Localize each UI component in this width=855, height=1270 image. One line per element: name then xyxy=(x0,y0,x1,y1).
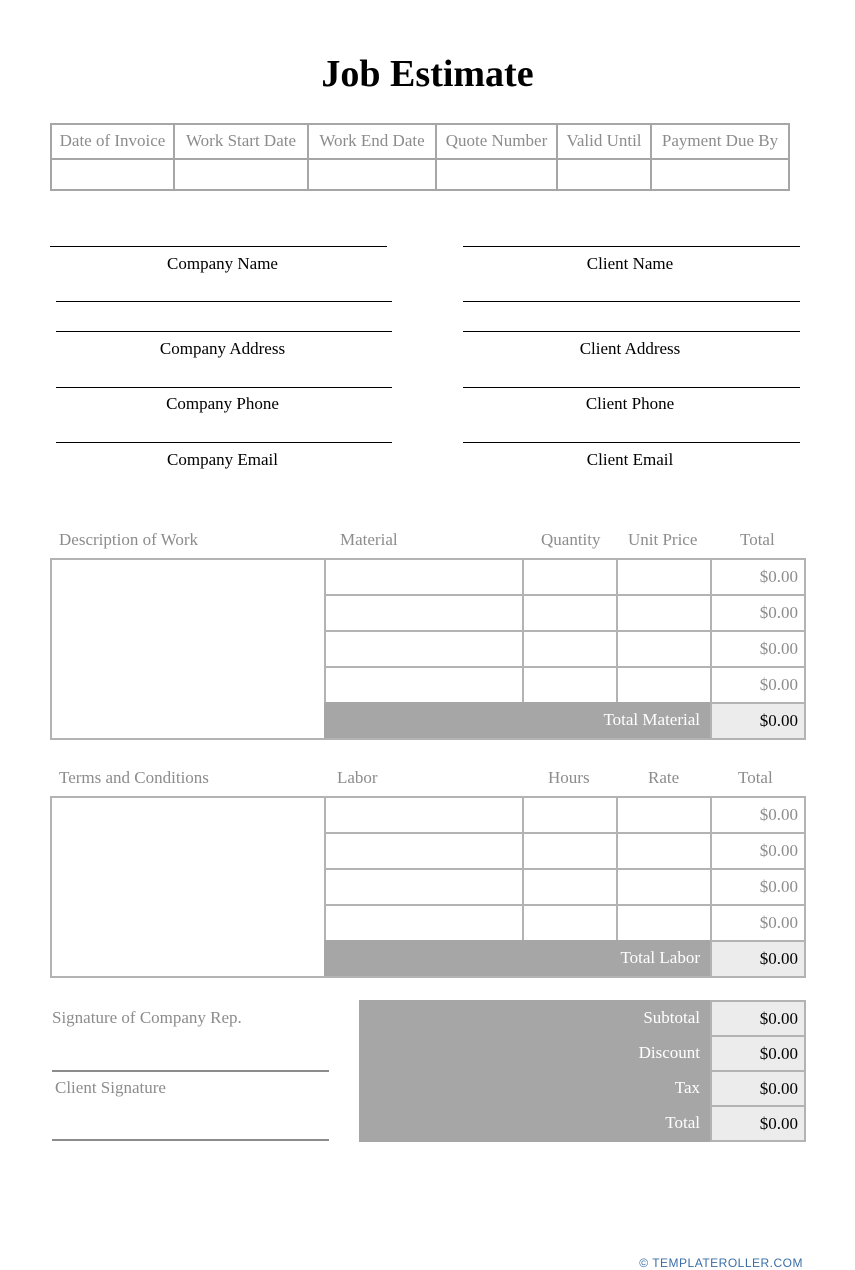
labor-input[interactable] xyxy=(324,868,524,906)
hours-input[interactable] xyxy=(522,904,618,942)
company-phone-line[interactable] xyxy=(56,387,392,388)
header-work-end-date: Work End Date xyxy=(309,125,437,158)
grand-total-label: Total xyxy=(665,1113,700,1132)
company-email-line[interactable] xyxy=(56,442,392,443)
material-input[interactable] xyxy=(324,630,524,668)
labor-input[interactable] xyxy=(324,904,524,942)
company-address-line-1[interactable] xyxy=(56,301,392,302)
hours-column-label: Hours xyxy=(548,768,590,787)
material-row-total: $0.00 xyxy=(710,558,806,596)
material-row-total: $0.00 xyxy=(710,630,806,668)
terms-and-conditions-field[interactable] xyxy=(50,796,326,978)
total-material-value: $0.00 xyxy=(710,702,806,740)
subtotal-value: $0.00 xyxy=(710,1000,806,1037)
unit-price-input[interactable] xyxy=(616,558,712,596)
page-title: Job Estimate xyxy=(321,53,534,95)
unit-price-input[interactable] xyxy=(616,630,712,668)
description-of-work-label: Description of Work xyxy=(59,530,199,549)
header-valid-until: Valid Until xyxy=(558,125,652,158)
labor-row-total: $0.00 xyxy=(710,832,806,870)
labor-input[interactable] xyxy=(324,796,524,834)
client-phone-line[interactable] xyxy=(463,387,800,388)
input-date-of-invoice[interactable] xyxy=(52,160,175,189)
labor-row-total: $0.00 xyxy=(710,868,806,906)
header-work-start-date: Work Start Date xyxy=(175,125,309,158)
material-row-total: $0.00 xyxy=(710,666,806,704)
company-email-label: Company Email xyxy=(167,450,278,469)
material-row-total: $0.00 xyxy=(710,594,806,632)
terms-and-conditions-label: Terms and Conditions xyxy=(59,768,209,787)
discount-label: Discount xyxy=(638,1043,700,1062)
material-input[interactable] xyxy=(324,594,524,632)
company-rep-signature-label: Signature of Company Rep. xyxy=(52,1008,242,1027)
unit-price-column-label: Unit Price xyxy=(628,530,698,549)
client-signature-line[interactable] xyxy=(52,1139,329,1141)
labor-input[interactable] xyxy=(324,832,524,870)
quantity-input[interactable] xyxy=(522,594,618,632)
hours-input[interactable] xyxy=(522,868,618,906)
hours-input[interactable] xyxy=(522,796,618,834)
rate-input[interactable] xyxy=(616,904,712,942)
quantity-input[interactable] xyxy=(522,630,618,668)
labor-row-total: $0.00 xyxy=(710,904,806,942)
unit-price-input[interactable] xyxy=(616,594,712,632)
quantity-input[interactable] xyxy=(522,558,618,596)
client-signature-label: Client Signature xyxy=(55,1078,166,1097)
client-name-label: Client Name xyxy=(586,254,674,273)
hours-input[interactable] xyxy=(522,832,618,870)
input-quote-number[interactable] xyxy=(437,160,558,189)
discount-value[interactable]: $0.00 xyxy=(710,1035,806,1072)
labor-total-column-label: Total xyxy=(738,768,773,787)
company-rep-signature-line[interactable] xyxy=(52,1070,329,1072)
company-phone-label: Company Phone xyxy=(166,394,279,413)
header-quote-number: Quote Number xyxy=(437,125,558,158)
material-input[interactable] xyxy=(324,558,524,596)
material-input[interactable] xyxy=(324,666,524,704)
company-address-label: Company Address xyxy=(159,339,286,358)
tax-value[interactable]: $0.00 xyxy=(710,1070,806,1107)
rate-input[interactable] xyxy=(616,832,712,870)
material-column-label: Material xyxy=(340,530,398,549)
company-name-line[interactable] xyxy=(50,246,387,247)
templateroller-credit-link[interactable]: © TEMPLATEROLLER.COM xyxy=(639,1256,803,1270)
client-address-line-2[interactable] xyxy=(463,331,800,332)
company-address-line-2[interactable] xyxy=(56,331,392,332)
invoice-header-table xyxy=(50,123,790,191)
description-of-work-field[interactable] xyxy=(50,558,326,740)
client-email-label: Client Email xyxy=(586,450,674,469)
labor-row-total: $0.00 xyxy=(710,796,806,834)
header-payment-due-by: Payment Due By xyxy=(661,131,779,150)
input-work-end-date[interactable] xyxy=(309,160,437,189)
total-material-label: Total Material xyxy=(324,702,712,738)
client-phone-label: Client Phone xyxy=(585,394,675,413)
material-total-column-label: Total xyxy=(740,530,775,549)
rate-input[interactable] xyxy=(616,796,712,834)
company-name-label: Company Name xyxy=(167,254,278,273)
client-address-label: Client Address xyxy=(579,339,681,358)
quantity-column-label: Quantity xyxy=(541,530,601,549)
labor-column-label: Labor xyxy=(337,768,378,787)
rate-column-label: Rate xyxy=(648,768,680,787)
quantity-input[interactable] xyxy=(522,666,618,704)
input-payment-due-by[interactable] xyxy=(652,160,788,189)
total-labor-label: Total Labor xyxy=(324,940,712,976)
client-address-line-1[interactable] xyxy=(463,301,800,302)
input-work-start-date[interactable] xyxy=(175,160,309,189)
header-date-of-invoice: Date of Invoice xyxy=(52,125,175,158)
total-labor-value: $0.00 xyxy=(710,940,806,978)
client-name-line[interactable] xyxy=(463,246,800,247)
client-email-line[interactable] xyxy=(463,442,800,443)
tax-label: Tax xyxy=(674,1078,700,1097)
grand-total-value: $0.00 xyxy=(710,1105,806,1142)
input-valid-until[interactable] xyxy=(558,160,652,189)
subtotal-label: Subtotal xyxy=(643,1008,700,1027)
rate-input[interactable] xyxy=(616,868,712,906)
unit-price-input[interactable] xyxy=(616,666,712,704)
